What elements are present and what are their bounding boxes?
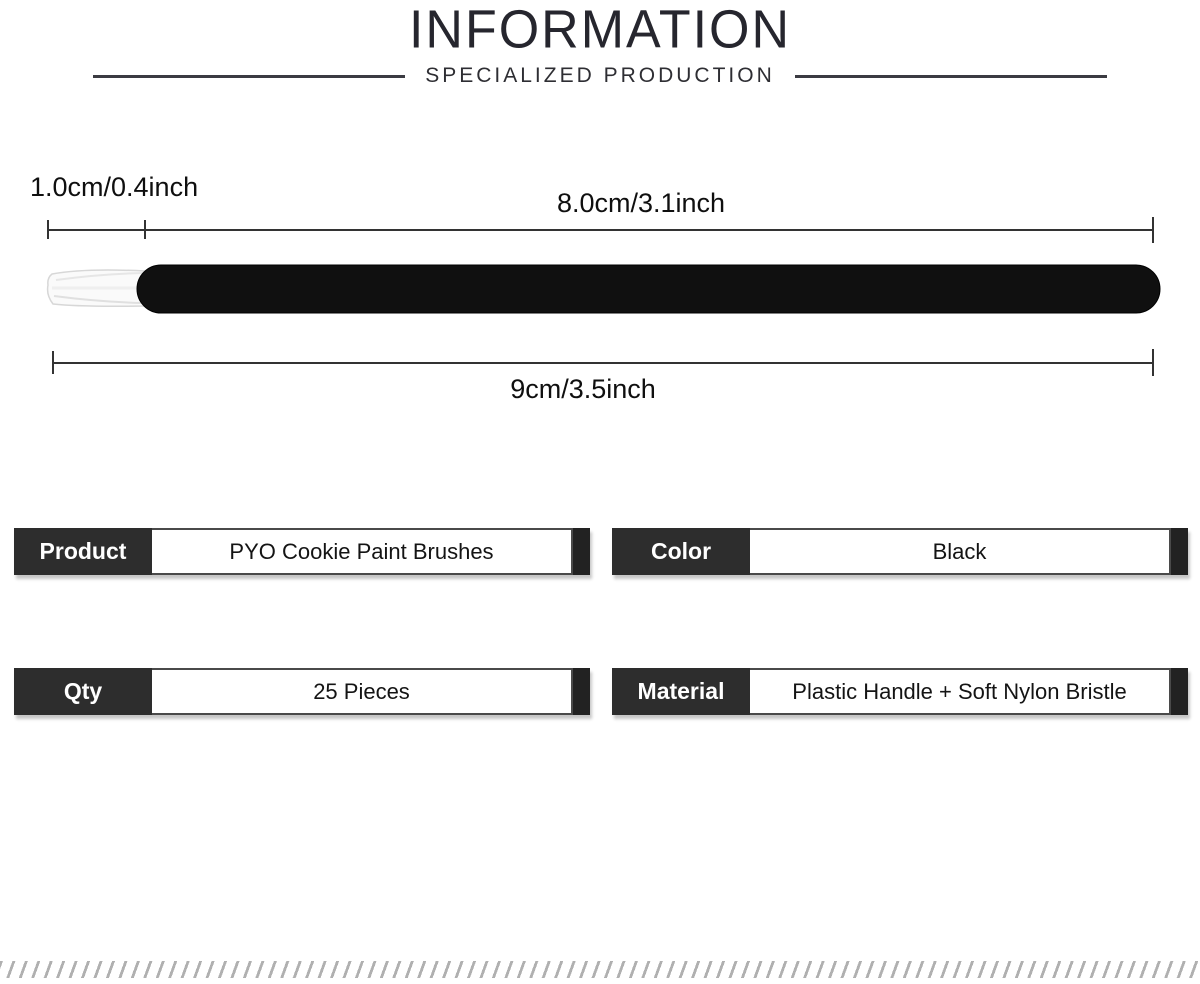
spec-row-endcap: [573, 668, 590, 715]
spec-row-material: [612, 668, 1188, 715]
spec-value-material: Plastic Handle + Soft Nylon Bristle: [750, 668, 1171, 715]
total-length-label: 9cm/3.5inch: [510, 374, 656, 404]
spec-label-qty: Qty: [14, 668, 152, 715]
spec-label-color: Color: [612, 528, 750, 575]
paint-brush-image: [0, 250, 1200, 330]
spec-row-color: [612, 528, 1188, 575]
handle-length-label: 8.0cm/3.1inch: [556, 188, 726, 218]
spec-label-product: Product: [14, 528, 152, 575]
spec-row-qty: [14, 668, 590, 715]
bottom-measure-tick-left: [52, 351, 54, 374]
top-measure-tick-right: [1152, 217, 1154, 243]
bottom-measure-line: [53, 362, 1153, 364]
spec-table: [14, 528, 1188, 715]
hatch-border: [0, 961, 1200, 978]
spec-row-endcap: [573, 528, 590, 575]
spec-value-product: PYO Cookie Paint Brushes: [152, 528, 573, 575]
page-subtitle: SPECIALIZED PRODUCTION: [425, 64, 775, 87]
subtitle-divider-right: [795, 75, 1107, 78]
brush-handle: [137, 265, 1160, 313]
bristle-length-label: 1.0cm/0.4inch: [30, 172, 199, 202]
spec-row-product: [14, 528, 590, 575]
spec-label-material: Material: [612, 668, 750, 715]
top-measure-tick-middle: [144, 220, 146, 239]
spec-value-color: Black: [750, 528, 1171, 575]
spec-row-endcap: [1171, 528, 1188, 575]
subtitle-divider-left: [93, 75, 405, 78]
bottom-measure-tick-right: [1152, 349, 1154, 376]
top-measure-line: [48, 229, 1153, 231]
page-title: INFORMATION: [408, 0, 792, 60]
subtitle-row: [0, 64, 1200, 88]
header: [0, 0, 1200, 88]
spec-row-endcap: [1171, 668, 1188, 715]
top-measure-tick-left: [47, 220, 49, 239]
spec-value-qty: 25 Pieces: [152, 668, 573, 715]
